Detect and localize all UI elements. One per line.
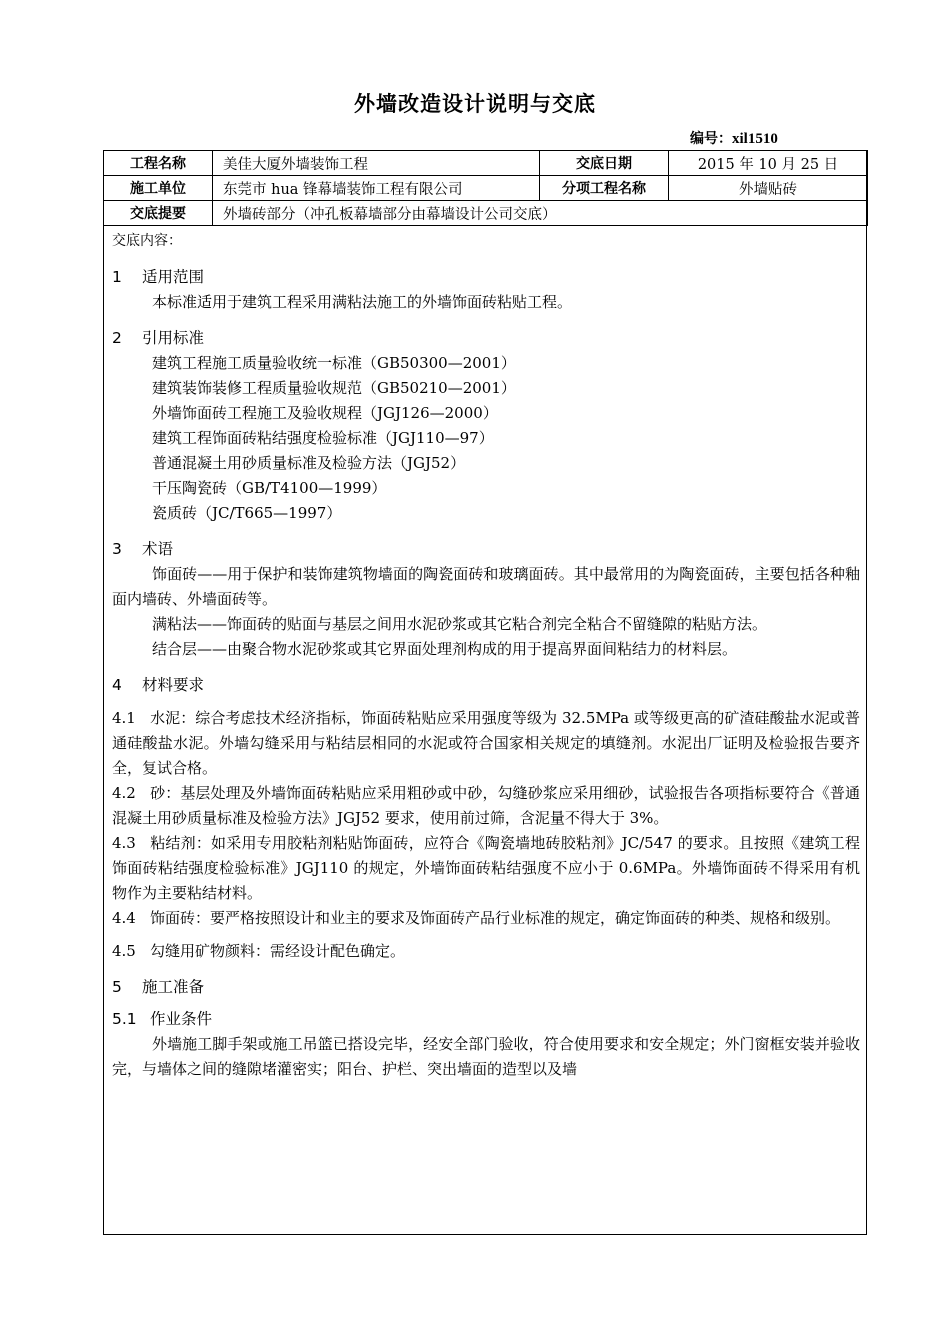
list-item: 建筑工程饰面砖粘结强度检验标准（JGJ110—97） (152, 429, 494, 447)
content-intro: 交底内容： (112, 233, 182, 249)
section-heading: 2 引用标准 (112, 329, 205, 347)
list-item: 普通混凝土用砂质量标准及检验方法（JGJ52） (152, 454, 466, 472)
project-name-label: 工程名称 (104, 151, 213, 176)
list-item: 外墙饰面砖工程施工及验收规程（JGJ126—2000） (152, 404, 498, 422)
subproject-label: 分项工程名称 (540, 176, 669, 201)
list-item: 4.1 水泥：综合考虑技术经济指标，饰面砖粘贴应采用强度等级为 32.5MPa 或等级更高的矿渣硅酸盐水泥或普通硅酸盐水泥。外墙勾缝采用与粘结层相同的水泥或符合国家相关规定的填缝剂。水泥出厂证明及检验报告要齐全，复试合格。 (112, 709, 860, 777)
section-paragraph: 外墙施工脚手架或施工吊篮已搭设完毕，经安全部门验收，符合使用要求和安全规定；外门窗框安装并验收完，与墙体之间的缝隙堵灌密实；阳台、护栏、突出墙面的造型以及墙 (112, 1035, 860, 1078)
contractor-value: 东莞市 hua 锋幕墙装饰工程有限公司 (213, 176, 540, 201)
subproject-value: 外墙贴砖 (669, 176, 868, 201)
list-item: 4.4 饰面砖：要严格按照设计和业主的要求及饰面砖产品行业标准的规定，确定饰面砖的种类、规格和级别。 (112, 909, 841, 927)
disclosure-content (112, 228, 860, 1082)
list-item: 建筑装饰装修工程质量验收规范（GB50210—2001） (152, 379, 516, 397)
list-item: 4.3 粘结剂：如采用专用胶粘剂粘贴饰面砖，应符合《陶瓷墙地砖胶粘剂》JC/547 的要求。且按照《建筑工程饰面砖粘结强度检验标准》JGJ110 的规定，外墙饰面砖粘结强度不应小于 0.6MPa。外墙饰面砖不得采用有机物作为主要粘结材料。 (112, 834, 860, 902)
project-name-value: 美佳大厦外墙装饰工程 (213, 151, 540, 176)
section-paragraph: 满粘法——饰面砖的贴面与基层之间用水泥砂浆或其它粘合剂完全粘合不留缝隙的粘贴方法。 (152, 615, 768, 633)
date-label: 交底日期 (540, 151, 669, 176)
list-item: 建筑工程施工质量验收统一标准（GB50300—2001） (152, 354, 516, 372)
section-paragraph: 本标准适用于建筑工程采用满粘法施工的外墙饰面砖粘贴工程。 (152, 293, 573, 311)
document-title: 外墙改造设计说明与交底 (354, 92, 596, 116)
doc-no-label: 编号： (690, 131, 732, 147)
section-heading: 4 材料要求 (112, 676, 205, 694)
list-item: 4.5 勾缝用矿物颜料：需经设计配色确定。 (112, 942, 406, 960)
section-heading: 1 适用范围 (112, 268, 205, 286)
table-row (104, 151, 868, 176)
document-number (690, 128, 778, 148)
section-paragraph: 饰面砖——用于保护和装饰建筑物墙面的陶瓷面砖和玻璃面砖。其中最常用的为陶瓷面砖，主要包括各种釉面内墙砖、外墙面砖等。 (112, 565, 860, 608)
list-item: 瓷质砖（JC/T665—1997） (152, 504, 342, 522)
section-heading: 5 施工准备 (112, 978, 205, 996)
info-table (103, 150, 868, 226)
list-item: 4.2 砂：基层处理及外墙饰面砖粘贴应采用粗砂或中砂，勾缝砂浆应采用细砂，试验报告各项指标要符合《普通混凝土用砂质量标准及检验方法》JGJ52 要求，使用前过筛，含泥量不得大于 3%。 (112, 784, 860, 827)
date-value: 2015 年 10 月 25 日 (669, 151, 868, 176)
contractor-label: 施工单位 (104, 176, 213, 201)
table-row (104, 176, 868, 201)
list-item: 干压陶瓷砖（GB/T4100—1999） (152, 479, 387, 497)
summary-label: 交底提要 (104, 201, 213, 226)
section-paragraph: 结合层——由聚合物水泥砂浆或其它界面处理剂构成的用于提高界面间粘结力的材料层。 (152, 640, 738, 658)
table-row (104, 201, 868, 226)
doc-no-value: xil1510 (732, 131, 778, 147)
summary-value: 外墙砖部分（冲孔板幕墙部分由幕墙设计公司交底） (213, 201, 868, 226)
section-heading: 3 术语 (112, 540, 174, 558)
subsection-heading: 5.1 作业条件 (112, 1010, 213, 1028)
